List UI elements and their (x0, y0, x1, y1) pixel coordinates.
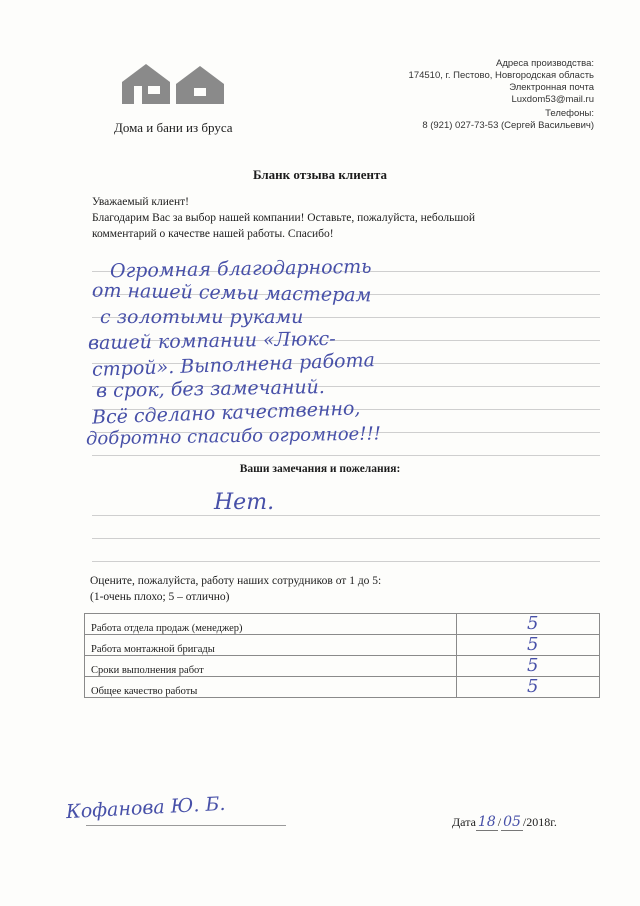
review-line-5: строй». Выполнена работа (91, 349, 376, 381)
date-month: 05 (503, 814, 521, 830)
rating-scale-hint: (1-очень плохо; 5 – отлично) (90, 591, 230, 603)
form-title: Бланк отзыва клиента (252, 167, 388, 182)
review-line-2: от нашей семьи мастерам (91, 279, 372, 307)
ruled-line (92, 515, 600, 516)
ruled-line (92, 538, 600, 539)
email: Luxdom53@mail.ru (511, 94, 594, 105)
table-row (85, 656, 600, 677)
rating-table (84, 613, 600, 698)
review-line-1: Огромная благодарность (109, 255, 372, 283)
greeting: Уважаемый клиент! (92, 196, 190, 208)
review-line-7: Всё сделано качественно, (91, 397, 361, 429)
score-value: 5 (527, 634, 539, 655)
review-line-6: в срок, без замечаний. (95, 376, 326, 402)
review-line-3: с золотыми руками (100, 306, 304, 328)
score-value: 5 (527, 613, 539, 634)
score-cell[interactable] (457, 677, 600, 698)
table-row (85, 614, 600, 635)
table-row (85, 635, 600, 656)
company-name: Дома и бани из бруса (114, 120, 233, 135)
address-label: Адреса производства: (495, 58, 594, 69)
notes-heading: Ваши замечания и пожелания: (239, 463, 401, 475)
criterion-label: Работа отдела продаж (менеджер) (85, 614, 457, 635)
rating-prompt: Оцените, пожалуйста, работу наших сотрудников от 1 до 5: (90, 575, 382, 587)
phone: 8 (921) 027-73-53 (Сергей Васильевич) (422, 120, 594, 131)
score-cell[interactable] (457, 635, 600, 656)
criterion-label: Сроки выполнения работ (85, 656, 457, 677)
score-value: 5 (527, 676, 539, 697)
criterion-label: Работа монтажной бригады (85, 635, 457, 656)
score-value: 5 (527, 655, 539, 676)
signature-line (86, 825, 286, 826)
review-line-8: добротно спасибо огромное!!! (85, 423, 382, 450)
date-field: Дата 18 / 05 /2018г. (452, 814, 557, 830)
score-cell[interactable] (457, 656, 600, 677)
notes-text: Нет. (214, 490, 275, 515)
email-label: Электронная почта (509, 82, 594, 93)
table-row (85, 677, 600, 698)
intro-line-2: комментарий о качестве нашей работы. Спасибо! (92, 228, 334, 240)
phone-label: Телефоны: (545, 108, 594, 119)
address: 174510, г. Пестово, Новгородская область (408, 70, 594, 81)
two-houses-logo-icon (120, 62, 230, 106)
date-day: 18 (477, 814, 496, 830)
intro-line-1: Благодарим Вас за выбор нашей компании! Оставьте, пожалуйста, небольшой (92, 212, 476, 224)
date-label: Дата (452, 815, 476, 829)
ruled-line (92, 561, 600, 562)
review-line-4: вашей компании «Люкс- (87, 327, 336, 355)
criterion-label: Общее качество работы (85, 677, 457, 698)
handwritten-signature: Кофанова Ю. Б. (65, 792, 226, 824)
score-cell[interactable] (457, 614, 600, 635)
date-year: 2018г. (526, 815, 557, 829)
ruled-line (92, 455, 600, 456)
